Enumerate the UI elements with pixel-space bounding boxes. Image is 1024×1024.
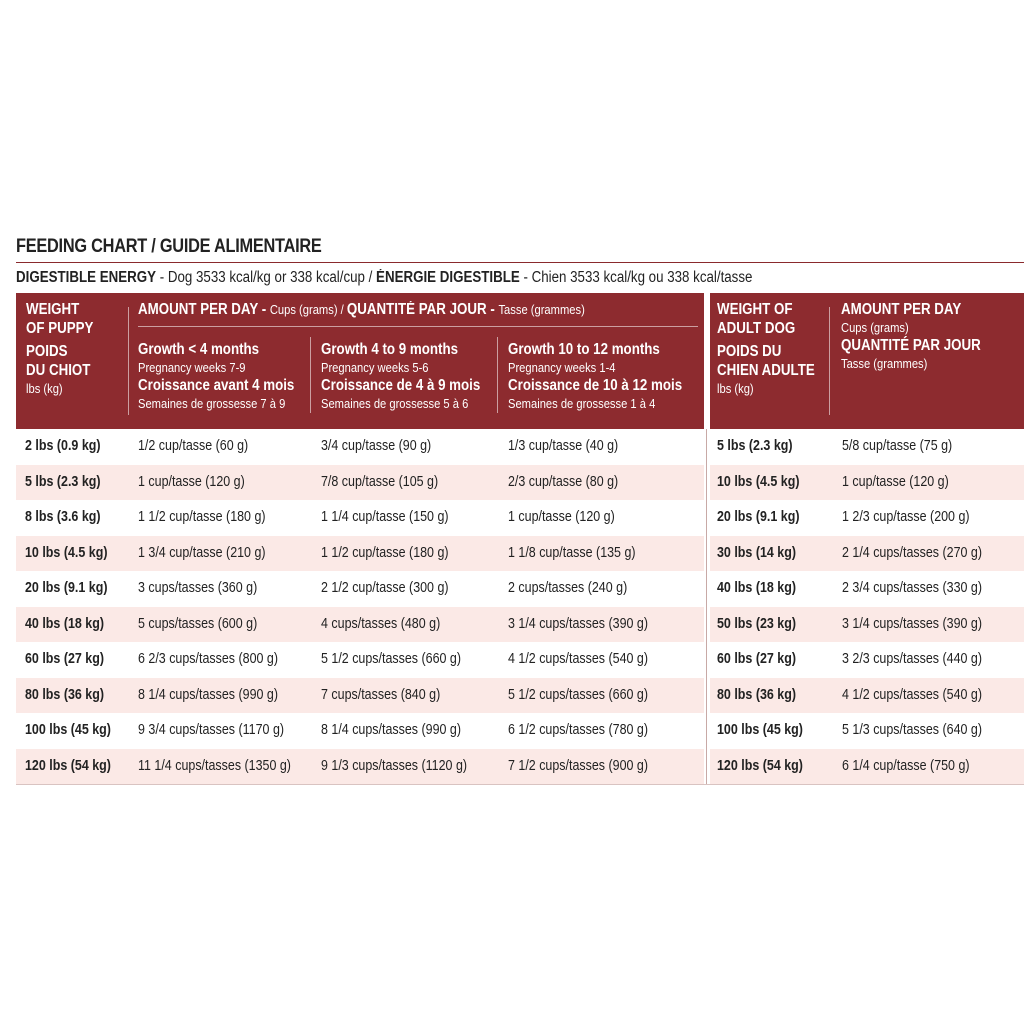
- cell-growth-3: 1 1/8 cup/tasse (135 g): [508, 544, 636, 561]
- column-divider: [706, 749, 707, 785]
- puppy-weight-unit: lbs (kg): [26, 381, 63, 396]
- cell-adult-amount: 3 1/4 cups/tasses (390 g): [842, 615, 983, 632]
- cell-growth-3: 4 1/2 cups/tasses (540 g): [508, 651, 649, 667]
- adult-weight-unit: lbs (kg): [717, 381, 754, 396]
- table-body: [16, 429, 1024, 784]
- adult-weight-en-1: WEIGHT OF: [717, 301, 793, 318]
- table-row: [16, 500, 1024, 536]
- energy-label-en: DIGESTIBLE ENERGY: [16, 269, 156, 286]
- growth-1-en: Growth < 4 months: [138, 341, 260, 358]
- cell-growth-3: 5 1/2 cups/tasses (660 g): [508, 686, 649, 703]
- cell-adult-weight: 5 lbs (2.3 kg): [717, 438, 793, 454]
- growth-1-preg-en: Pregnancy weeks 7-9: [138, 360, 246, 375]
- cell-puppy-weight: 20 lbs (9.1 kg): [25, 580, 108, 596]
- cell-growth-1: 6 2/3 cups/tasses (800 g): [138, 651, 279, 667]
- table-row: [16, 713, 1024, 749]
- cell-growth-1: 5 cups/tasses (600 g): [138, 615, 258, 632]
- cell-puppy-weight: 10 lbs (4.5 kg): [25, 544, 108, 561]
- cell-adult-amount: 5/8 cup/tasse (75 g): [842, 438, 953, 454]
- adult-weight-en-2: ADULT DOG: [717, 320, 796, 337]
- cell-adult-weight: 60 lbs (27 kg): [717, 651, 797, 667]
- cell-adult-weight: 50 lbs (23 kg): [717, 615, 797, 632]
- table-bottom-rule: [16, 784, 1024, 785]
- cell-growth-2: 1 1/4 cup/tasse (150 g): [321, 509, 449, 525]
- column-divider: [706, 536, 707, 572]
- puppy-weight-en-2: OF PUPPY: [26, 320, 94, 337]
- cell-growth-1: 8 1/4 cups/tasses (990 g): [138, 686, 279, 703]
- adult-weight-fr-1: POIDS DU: [717, 343, 782, 360]
- cell-growth-2: 9 1/3 cups/tasses (1120 g): [321, 757, 468, 774]
- cell-growth-2: 1 1/2 cup/tasse (180 g): [321, 544, 449, 561]
- cell-adult-amount: 3 2/3 cups/tasses (440 g): [842, 651, 983, 667]
- cell-growth-3: 7 1/2 cups/tasses (900 g): [508, 757, 649, 774]
- header-growth-2: [313, 293, 496, 429]
- cell-adult-amount: 1 cup/tasse (120 g): [842, 473, 949, 490]
- cell-growth-3: 6 1/2 cups/tasses (780 g): [508, 722, 649, 738]
- growth-1-preg-fr: Semaines de grossesse 7 à 9: [138, 396, 286, 411]
- cell-puppy-weight: 5 lbs (2.3 kg): [25, 473, 101, 490]
- cell-growth-3: 3 1/4 cups/tasses (390 g): [508, 615, 649, 632]
- growth-2-en: Growth 4 to 9 months: [321, 341, 459, 358]
- table-header: [16, 293, 1024, 429]
- adult-amount-fr: QUANTITÉ PAR JOUR: [841, 337, 981, 354]
- cell-adult-weight: 30 lbs (14 kg): [717, 544, 797, 561]
- cell-growth-1: 3 cups/tasses (360 g): [138, 580, 258, 596]
- growth-3-preg-fr: Semaines de grossesse 1 à 4: [508, 396, 656, 411]
- growth-3-en: Growth 10 to 12 months: [508, 341, 660, 358]
- growth-1-fr: Croissance avant 4 mois: [138, 377, 295, 394]
- header-growth-3: [500, 293, 704, 429]
- puppy-weight-fr-2: DU CHIOT: [26, 362, 91, 379]
- column-divider: [706, 642, 707, 678]
- column-divider: [706, 429, 707, 465]
- cell-growth-2: 4 cups/tasses (480 g): [321, 615, 441, 632]
- cell-puppy-weight: 2 lbs (0.9 kg): [25, 438, 101, 454]
- table-row: [16, 429, 1024, 465]
- header-separator: [310, 337, 311, 413]
- column-divider: [706, 607, 707, 643]
- header-adult-weight: [710, 293, 828, 429]
- cell-growth-2: 3/4 cup/tasse (90 g): [321, 438, 432, 454]
- cell-puppy-weight: 60 lbs (27 kg): [25, 651, 105, 667]
- cell-adult-amount: 5 1/3 cups/tasses (640 g): [842, 722, 983, 738]
- cell-adult-weight: 20 lbs (9.1 kg): [717, 509, 800, 525]
- cell-growth-2: 8 1/4 cups/tasses (990 g): [321, 722, 462, 738]
- cell-growth-2: 2 1/2 cup/tasse (300 g): [321, 580, 449, 596]
- amount-unit-en: Cups (grams) /: [269, 302, 347, 317]
- column-divider: [706, 571, 707, 607]
- cell-adult-amount: 4 1/2 cups/tasses (540 g): [842, 686, 983, 703]
- puppy-weight-en-1: WEIGHT: [26, 301, 80, 318]
- cell-growth-3: 1 cup/tasse (120 g): [508, 509, 615, 525]
- header-growth-1: [130, 293, 310, 429]
- cell-growth-1: 1 3/4 cup/tasse (210 g): [138, 544, 266, 561]
- growth-2-preg-en: Pregnancy weeks 5-6: [321, 360, 429, 375]
- cell-adult-weight: 40 lbs (18 kg): [717, 580, 797, 596]
- cell-puppy-weight: 40 lbs (18 kg): [25, 615, 105, 632]
- digestible-energy-line: [16, 263, 883, 293]
- header-separator: [497, 337, 498, 413]
- cell-growth-1: 1 1/2 cup/tasse (180 g): [138, 509, 266, 525]
- feeding-chart: [16, 234, 1024, 785]
- cell-growth-3: 2/3 cup/tasse (80 g): [508, 473, 619, 490]
- cell-adult-weight: 10 lbs (4.5 kg): [717, 473, 800, 490]
- cell-adult-amount: 2 3/4 cups/tasses (330 g): [842, 580, 983, 596]
- growth-2-preg-fr: Semaines de grossesse 5 à 6: [321, 396, 469, 411]
- column-divider: [706, 500, 707, 536]
- table-row: [16, 465, 1024, 501]
- growth-3-fr: Croissance de 10 à 12 mois: [508, 377, 683, 394]
- cell-puppy-weight: 120 lbs (54 kg): [25, 757, 111, 774]
- adult-amount-en: AMOUNT PER DAY: [841, 301, 962, 318]
- energy-label-fr: ÉNERGIE DIGESTIBLE: [376, 269, 520, 286]
- cell-puppy-weight: 80 lbs (36 kg): [25, 686, 105, 703]
- adult-amount-unit-fr: Tasse (grammes): [841, 356, 928, 371]
- cell-growth-3: 2 cups/tasses (240 g): [508, 580, 628, 596]
- table-row: [16, 536, 1024, 572]
- growth-3-preg-en: Pregnancy weeks 1-4: [508, 360, 616, 375]
- header-adult-amount: [832, 293, 1024, 429]
- cell-adult-amount: 6 1/4 cup/tasse (750 g): [842, 757, 970, 774]
- amount-unit-fr: Tasse (grammes): [498, 302, 585, 317]
- table-row: [16, 678, 1024, 714]
- cell-growth-2: 7 cups/tasses (840 g): [321, 686, 441, 703]
- column-divider: [706, 713, 707, 749]
- energy-text-en: - Dog 3533 kcal/kg or 338 kcal/cup /: [155, 269, 377, 286]
- cell-growth-2: 5 1/2 cups/tasses (660 g): [321, 651, 462, 667]
- cell-growth-1: 1 cup/tasse (120 g): [138, 473, 245, 490]
- cell-adult-amount: 1 2/3 cup/tasse (200 g): [842, 509, 970, 525]
- table-row: [16, 607, 1024, 643]
- cell-growth-3: 1/3 cup/tasse (40 g): [508, 438, 619, 454]
- amount-label-fr: QUANTITÉ PAR JOUR -: [346, 301, 499, 318]
- table-row: [16, 642, 1024, 678]
- energy-text-fr: - Chien 3533 kcal/kg ou 338 kcal/tasse: [519, 269, 753, 286]
- cell-growth-1: 9 3/4 cups/tasses (1170 g): [138, 722, 285, 738]
- cell-growth-1: 1/2 cup/tasse (60 g): [138, 438, 249, 454]
- header-puppy-weight: [16, 293, 128, 429]
- cell-adult-amount: 2 1/4 cups/tasses (270 g): [842, 544, 983, 561]
- chart-title: FEEDING CHART / GUIDE ALIMENTAIRE: [16, 236, 322, 257]
- header-separator: [829, 307, 830, 415]
- column-divider: [706, 678, 707, 714]
- adult-weight-fr-2: CHIEN ADULTE: [717, 362, 815, 379]
- cell-adult-weight: 100 lbs (45 kg): [717, 722, 803, 738]
- cell-growth-2: 7/8 cup/tasse (105 g): [321, 473, 439, 490]
- amount-label-en: AMOUNT PER DAY -: [138, 301, 270, 318]
- cell-adult-weight: 80 lbs (36 kg): [717, 686, 797, 703]
- growth-2-fr: Croissance de 4 à 9 mois: [321, 377, 481, 394]
- header-separator: [128, 307, 129, 415]
- cell-adult-weight: 120 lbs (54 kg): [717, 757, 803, 774]
- adult-amount-unit-en: Cups (grams): [841, 320, 909, 335]
- puppy-weight-fr-1: POIDS: [26, 343, 68, 360]
- table-row: [16, 749, 1024, 785]
- cell-puppy-weight: 8 lbs (3.6 kg): [25, 509, 101, 525]
- cell-growth-1: 11 1/4 cups/tasses (1350 g): [138, 757, 291, 774]
- table-row: [16, 571, 1024, 607]
- cell-puppy-weight: 100 lbs (45 kg): [25, 722, 111, 738]
- column-divider: [706, 465, 707, 501]
